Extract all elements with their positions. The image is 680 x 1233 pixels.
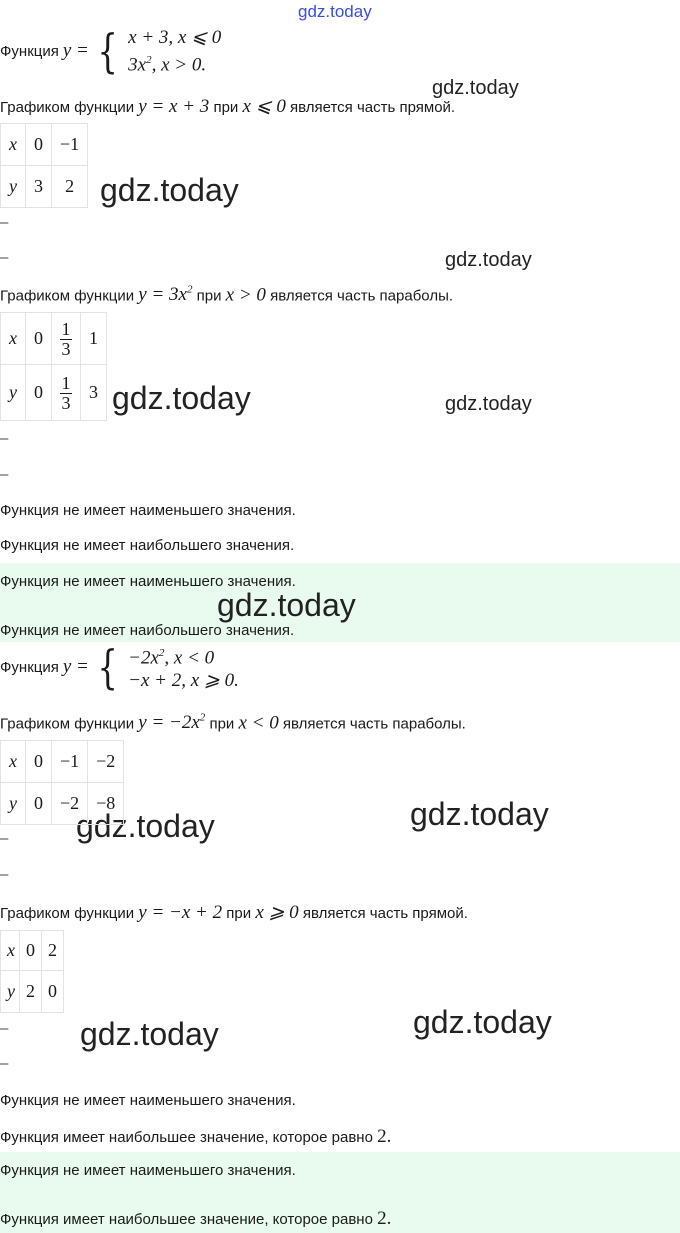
table-cell: 0 (26, 313, 52, 365)
watermark: gdz.today (100, 172, 239, 208)
brace-icon: { (97, 640, 118, 695)
table-cell-fraction: $\frac{1}{3}$ (52, 365, 81, 421)
table-cell: 0 (20, 931, 42, 971)
intro-text: Функция (0, 42, 59, 60)
dash: – (0, 430, 9, 447)
conclusion-min: Функция не имеет наименьшего значения. (0, 1092, 296, 1109)
table-cell: −2 (88, 741, 124, 783)
watermark: gdz.today (413, 1004, 552, 1040)
conclusion-min: Функция не имеет наименьшего значения. (0, 502, 296, 519)
case-2: $3x^2$, x > 0. (128, 54, 207, 76)
answer-min: Функция не имеет наименьшего значения. (0, 1162, 296, 1179)
table-cell: −1 (52, 124, 88, 166)
table-cell: 0 (26, 783, 52, 825)
value-table-2 (0, 312, 107, 421)
answer-max: Функция не имеет наибольшего значения. (0, 622, 295, 639)
table-cell: 0 (26, 124, 52, 166)
table-cell: 3 (26, 166, 52, 208)
case-1: $-2x^2$, x < 0 (128, 647, 215, 669)
table-cell-fraction: $\frac{1}{3}$ (52, 313, 81, 365)
dash: – (0, 1020, 9, 1037)
table-cell: 2 (42, 931, 64, 971)
graph-description: Графиком функции $y = 3x^2$ при x > 0 является часть параболы. (0, 284, 454, 306)
value-table-4 (0, 930, 64, 1013)
table-header-y: y (1, 783, 26, 825)
table-cell: −8 (88, 783, 124, 825)
dash: – (0, 214, 9, 231)
intro-text: Функция (0, 658, 59, 676)
watermark: gdz.today (432, 77, 519, 99)
table-cell: 0 (42, 971, 64, 1013)
watermark: gdz.today (80, 1016, 219, 1052)
table-header-y: y (1, 365, 26, 421)
table-cell: 0 (26, 365, 52, 421)
table-cell: 2 (20, 971, 42, 1013)
conclusion-max: Функция имеет наибольшее значение, которое равно 2. (0, 1126, 392, 1147)
graph-description: Графиком функции $y = -2x^2$ при x < 0 является часть параболы. (0, 712, 466, 734)
table-header-x: x (1, 741, 26, 783)
table-cell: 0 (26, 741, 52, 783)
table-header-x: x (1, 313, 26, 365)
graph-description: Графиком функции y = x + 3 при x ⩽ 0 является часть прямой. (0, 96, 456, 117)
table-cell: −1 (52, 741, 88, 783)
case-2: −x + 2, x ⩾ 0. (128, 670, 239, 692)
watermark: gdz.today (217, 587, 356, 623)
value-table-3 (0, 740, 124, 825)
table-cell: −2 (52, 783, 88, 825)
table-cell: 2 (52, 166, 88, 208)
answer-min: Функция не имеет наименьшего значения. (0, 573, 296, 590)
function-definition-1 (0, 24, 222, 79)
brace-icon: { (97, 24, 118, 79)
watermark: gdz.today (112, 380, 251, 416)
function-definition-2 (0, 640, 239, 695)
table-header-x: x (1, 124, 26, 166)
dash: – (0, 830, 9, 847)
table-cell: 3 (81, 365, 107, 421)
table-header-y: y (1, 166, 26, 208)
dash: – (0, 866, 9, 883)
watermark: gdz.today (76, 808, 215, 844)
watermark-top: gdz.today (298, 2, 372, 21)
dash: – (0, 1055, 9, 1072)
dash: – (0, 466, 9, 483)
graph-description: Графиком функции y = −x + 2 при x ⩾ 0 является часть прямой. (0, 902, 468, 923)
table-cell: 1 (81, 313, 107, 365)
answer-max: Функция имеет наибольшее значение, которое равно 2. (0, 1208, 392, 1229)
watermark: gdz.today (410, 796, 549, 832)
watermark: gdz.today (445, 249, 532, 271)
dash: – (0, 249, 9, 266)
conclusion-max: Функция не имеет наибольшего значения. (0, 537, 295, 554)
case-1: x + 3, x ⩽ 0 (128, 27, 222, 48)
answer-box-2 (0, 1152, 680, 1233)
y-equals: y = (62, 656, 89, 678)
table-header-x: x (1, 931, 20, 971)
value-table-1 (0, 123, 88, 208)
y-equals: y = (62, 40, 89, 62)
watermark: gdz.today (445, 393, 532, 415)
table-header-y: y (1, 971, 20, 1013)
